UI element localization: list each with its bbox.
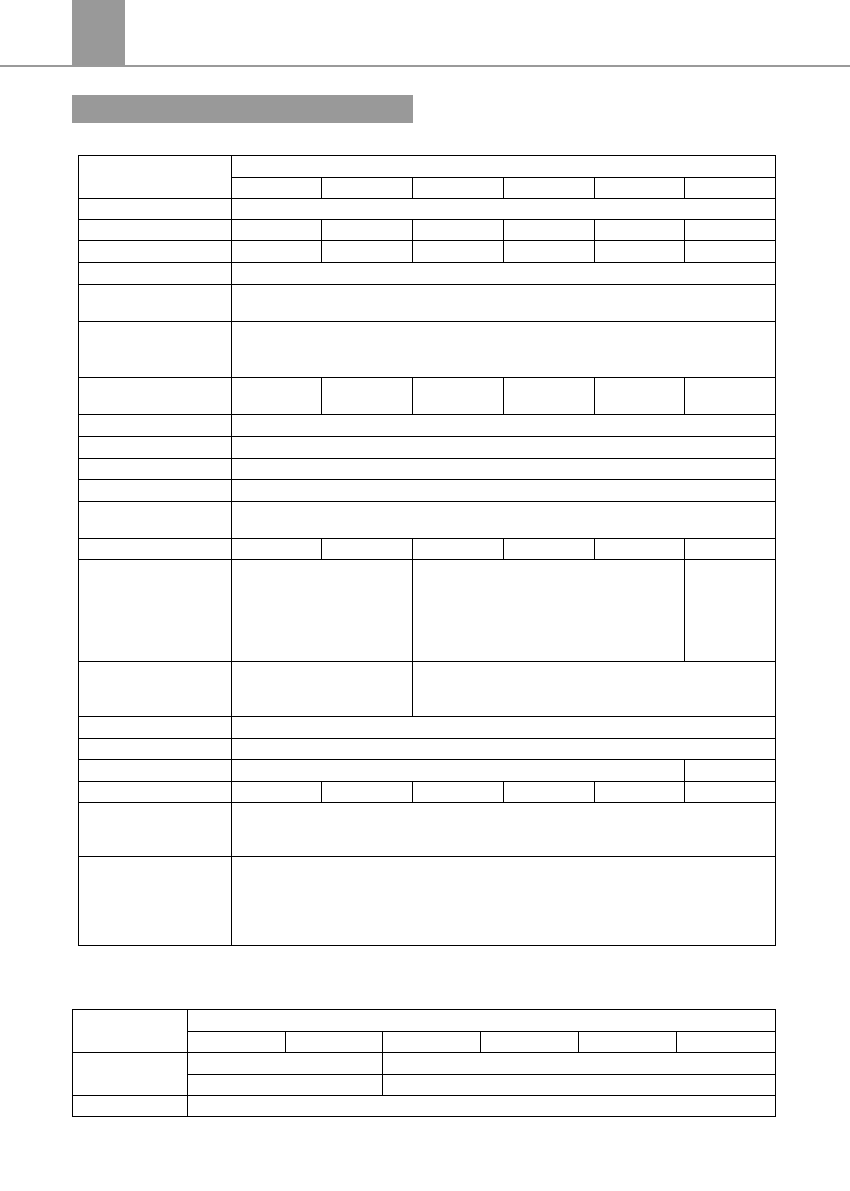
table-cell bbox=[232, 156, 776, 178]
table-row bbox=[79, 285, 776, 322]
specification-table bbox=[78, 155, 776, 946]
table-cell bbox=[79, 459, 232, 480]
table-cell bbox=[685, 178, 776, 199]
table-cell bbox=[79, 857, 232, 946]
table-cell bbox=[232, 437, 776, 459]
table-cell bbox=[232, 803, 776, 857]
table-cell bbox=[79, 782, 232, 803]
table-cell bbox=[413, 241, 504, 263]
table-cell bbox=[504, 782, 595, 803]
table-cell bbox=[232, 415, 776, 437]
table-cell bbox=[232, 285, 776, 322]
table-row bbox=[79, 717, 776, 739]
table-cell bbox=[685, 782, 776, 803]
table-cell bbox=[232, 480, 776, 502]
table-cell bbox=[232, 560, 413, 662]
table-cell bbox=[232, 717, 776, 739]
table-cell bbox=[685, 220, 776, 241]
table-cell bbox=[595, 241, 685, 263]
table-cell bbox=[579, 1032, 677, 1053]
table-cell bbox=[79, 378, 232, 415]
table-cell bbox=[232, 662, 413, 717]
table-cell bbox=[232, 263, 776, 285]
table-cell bbox=[685, 241, 776, 263]
table-cell bbox=[79, 199, 232, 220]
table-row bbox=[79, 803, 776, 857]
table-row bbox=[79, 241, 776, 263]
table-cell bbox=[504, 178, 595, 199]
table-cell bbox=[383, 1075, 776, 1096]
table-row bbox=[79, 560, 776, 662]
table-cell bbox=[232, 739, 776, 760]
table-cell bbox=[79, 560, 232, 662]
table-cell bbox=[79, 263, 232, 285]
section-heading-bar bbox=[72, 95, 413, 123]
table-row bbox=[79, 322, 776, 378]
table-cell bbox=[79, 480, 232, 502]
table-cell bbox=[677, 1032, 776, 1053]
table-cell bbox=[232, 502, 776, 539]
table-cell bbox=[232, 760, 685, 782]
table-cell bbox=[413, 378, 504, 415]
table-cell bbox=[79, 803, 232, 857]
table-row bbox=[73, 1053, 776, 1075]
table-cell bbox=[286, 1032, 383, 1053]
table-cell bbox=[595, 378, 685, 415]
table-cell bbox=[383, 1053, 776, 1075]
table-row bbox=[79, 782, 776, 803]
table-row bbox=[79, 539, 776, 560]
table-cell bbox=[79, 662, 232, 717]
table-cell bbox=[79, 220, 232, 241]
table-row bbox=[79, 857, 776, 946]
table-cell bbox=[188, 1075, 383, 1096]
table-cell bbox=[413, 662, 776, 717]
table-cell bbox=[79, 156, 232, 199]
table-cell bbox=[504, 378, 595, 415]
table-cell bbox=[413, 782, 504, 803]
table-cell bbox=[73, 1096, 188, 1117]
table-cell bbox=[232, 199, 776, 220]
table-cell bbox=[685, 539, 776, 560]
table-row bbox=[79, 415, 776, 437]
table-cell bbox=[73, 1053, 188, 1096]
table-cell bbox=[413, 560, 685, 662]
table-cell bbox=[232, 459, 776, 480]
header-rule bbox=[0, 65, 850, 67]
table-cell bbox=[322, 539, 413, 560]
table-cell bbox=[79, 539, 232, 560]
table-cell bbox=[595, 782, 685, 803]
table-cell bbox=[73, 1010, 188, 1053]
table-cell bbox=[504, 241, 595, 263]
table-cell bbox=[595, 178, 685, 199]
table-cell bbox=[232, 322, 776, 378]
table-row bbox=[79, 739, 776, 760]
table-cell bbox=[232, 378, 322, 415]
table-row bbox=[79, 220, 776, 241]
table-cell bbox=[413, 539, 504, 560]
table-cell bbox=[413, 220, 504, 241]
table-cell bbox=[79, 437, 232, 459]
table-cell bbox=[232, 178, 322, 199]
table-cell bbox=[232, 241, 322, 263]
table-cell bbox=[79, 739, 232, 760]
table-cell bbox=[322, 220, 413, 241]
table-cell bbox=[685, 560, 776, 662]
table-row bbox=[79, 662, 776, 717]
table-cell bbox=[232, 782, 322, 803]
table-row bbox=[79, 378, 776, 415]
table-cell bbox=[79, 285, 232, 322]
table-cell bbox=[79, 322, 232, 378]
table-cell bbox=[232, 857, 776, 946]
table-cell bbox=[232, 539, 322, 560]
table-cell bbox=[188, 1096, 776, 1117]
table-cell bbox=[322, 178, 413, 199]
table-cell bbox=[504, 220, 595, 241]
secondary-table bbox=[72, 1009, 776, 1117]
table-row bbox=[79, 437, 776, 459]
table-cell bbox=[481, 1032, 579, 1053]
table-cell bbox=[188, 1032, 286, 1053]
table-cell bbox=[322, 241, 413, 263]
table-cell bbox=[413, 178, 504, 199]
table-cell bbox=[685, 760, 776, 782]
table-cell bbox=[595, 539, 685, 560]
table-cell bbox=[79, 415, 232, 437]
table-cell bbox=[322, 782, 413, 803]
table-cell bbox=[383, 1032, 481, 1053]
table-row bbox=[73, 1010, 776, 1032]
table-row bbox=[79, 459, 776, 480]
table-cell bbox=[79, 717, 232, 739]
table-cell bbox=[504, 539, 595, 560]
table-row bbox=[79, 156, 776, 178]
table-cell bbox=[188, 1010, 776, 1032]
table-cell bbox=[232, 220, 322, 241]
table-cell bbox=[685, 378, 776, 415]
table-row bbox=[79, 480, 776, 502]
table-cell bbox=[79, 760, 232, 782]
table-row bbox=[79, 263, 776, 285]
table-row bbox=[79, 199, 776, 220]
table-row bbox=[79, 502, 776, 539]
table-row bbox=[79, 760, 776, 782]
table-row bbox=[73, 1096, 776, 1117]
table-cell bbox=[322, 378, 413, 415]
table-cell bbox=[188, 1053, 383, 1075]
table-cell bbox=[79, 241, 232, 263]
chapter-tab bbox=[72, 0, 125, 66]
table-cell bbox=[595, 220, 685, 241]
table-cell bbox=[79, 502, 232, 539]
